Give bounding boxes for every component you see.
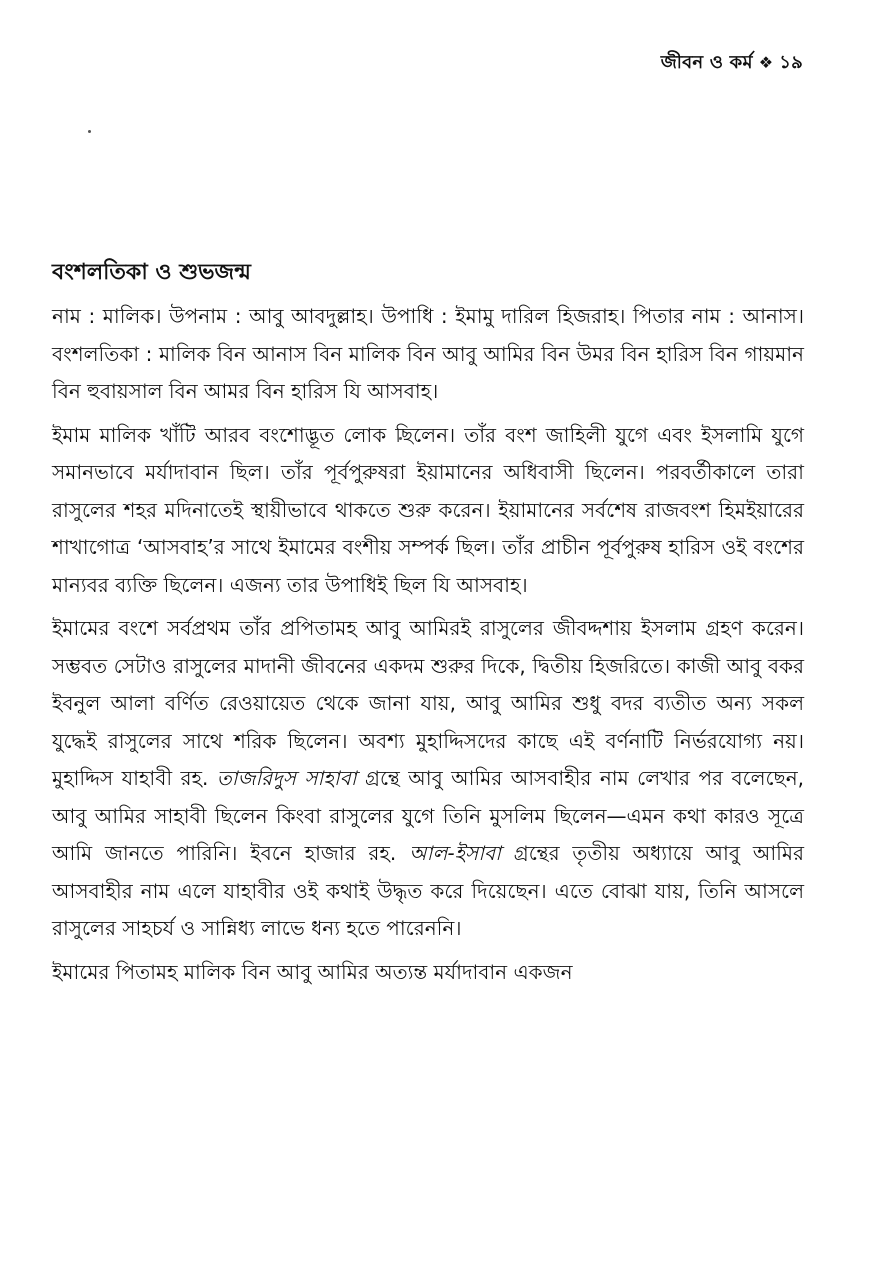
book-title: জীবন ও কর্ম — [660, 52, 753, 73]
main-text — [52, 256, 804, 997]
paragraph-great-grandfather — [52, 610, 804, 948]
paragraph-text: গ্রন্থের তৃতীয় অধ্যায়ে আবু আমির আসবাহীর নাম এলে যাহাবীর ওই কথাই উদ্ধৃত করে দিয়েছেন। এতে বোঝা যায়, তিনি আসলে রাসুলের সাহচর্য ও সান্নিধ্য লাভে ধন্য হতে পারেননি। — [52, 841, 804, 940]
paragraph-name-lineage: নাম : মালিক। উপনাম : আবু আবদুল্লাহ। উপাধি : ইমামু দারিল হিজরাহ। পিতার নাম : আনাস। বংশলতিকা : মালিক বিন আনাস বিন মালিক বিন আবু আমির বিন উমর বিন হারিস বিন গায়মান বিন হুবায়সাল বিন আমর বিন হারিস যি আসবাহ। — [52, 304, 804, 403]
book-title-italic: আল-ইসাবা — [409, 841, 501, 865]
section-heading: বংশলতিকা ও শুভজন্ম — [52, 260, 251, 285]
book-title-italic: তাজরিদুস সাহাবা — [216, 766, 357, 790]
print-speck — [88, 130, 91, 133]
paragraph-text: ইমামের বংশে সর্বপ্রথম তাঁর প্রপিতামহ আবু আমিরই রাসুলের জীবদ্দশায় ইসলাম গ্রহণ করেন। সম্ভবত সেটাও রাসুলের মাদানী জীবনের একদম শুরুর দিকে, দ্বিতীয় হিজরিতে। কাজী আবু বকর ইবনুল আলা বর্ণিত রেওয়ায়েত থেকে জানা যায়, আবু আমির শুধু বদর ব্যতীত অন্য সকল যুদ্ধেই রাসুলের সাথে শরিক ছিলেন। অবশ্য মুহাদ্দিসদের কাছে এই বর্ণনাটি নির্ভরযোগ্য নয়। মুহাদ্দিস যাহাবী রহ. — [52, 616, 804, 790]
paragraph-grandfather: ইমামের পিতামহ মালিক বিন আবু আমির অত্যন্ত মর্যাদাবান একজন — [52, 959, 573, 984]
paragraph-text: গ্রন্থে আবু আমির আসবাহীর নাম লেখার পর বলেছেন, আবু আমির সাহাবী ছিলেন কিংবা রাসুলের যুগে তিনি মুসলিম ছিলেন—এমন কথা কারও সূত্রে আমি জানতে পারিনি। ইবনে হাজার রহ. — [52, 766, 805, 865]
page-number: ১৯ — [779, 52, 803, 73]
paragraph-arab-ancestry: ইমাম মালিক খাঁটি আরব বংশোদ্ভূত লোক ছিলেন। তাঁর বংশ জাহিলী যুগে এবং ইসলামি যুগে সমানভাবে মর্যাদাবান ছিল। তাঁর পূর্বপুরুষরা ইয়ামানের অধিবাসী ছিলেন। পরবর্তীকালে তারা রাসুলের শহর মদিনাতেই স্থায়ীভাবে থাকতে শুরু করেন। ইয়ামানের সর্বশেষ রাজবংশ হিমইয়ারের শাখাগোত্র ‘আসবাহ’র সাথে ইমামের বংশীয় সম্পর্ক ছিল। তাঁর প্রাচীন পূর্বপুরুষ হারিস ওই বংশের মান্যবর ব্যক্তি ছিলেন। এজন্য তার উপাধিই ছিল যি আসবাহ। — [52, 422, 804, 597]
ornament-separator: ❖ — [758, 53, 774, 72]
running-header — [661, 48, 803, 79]
